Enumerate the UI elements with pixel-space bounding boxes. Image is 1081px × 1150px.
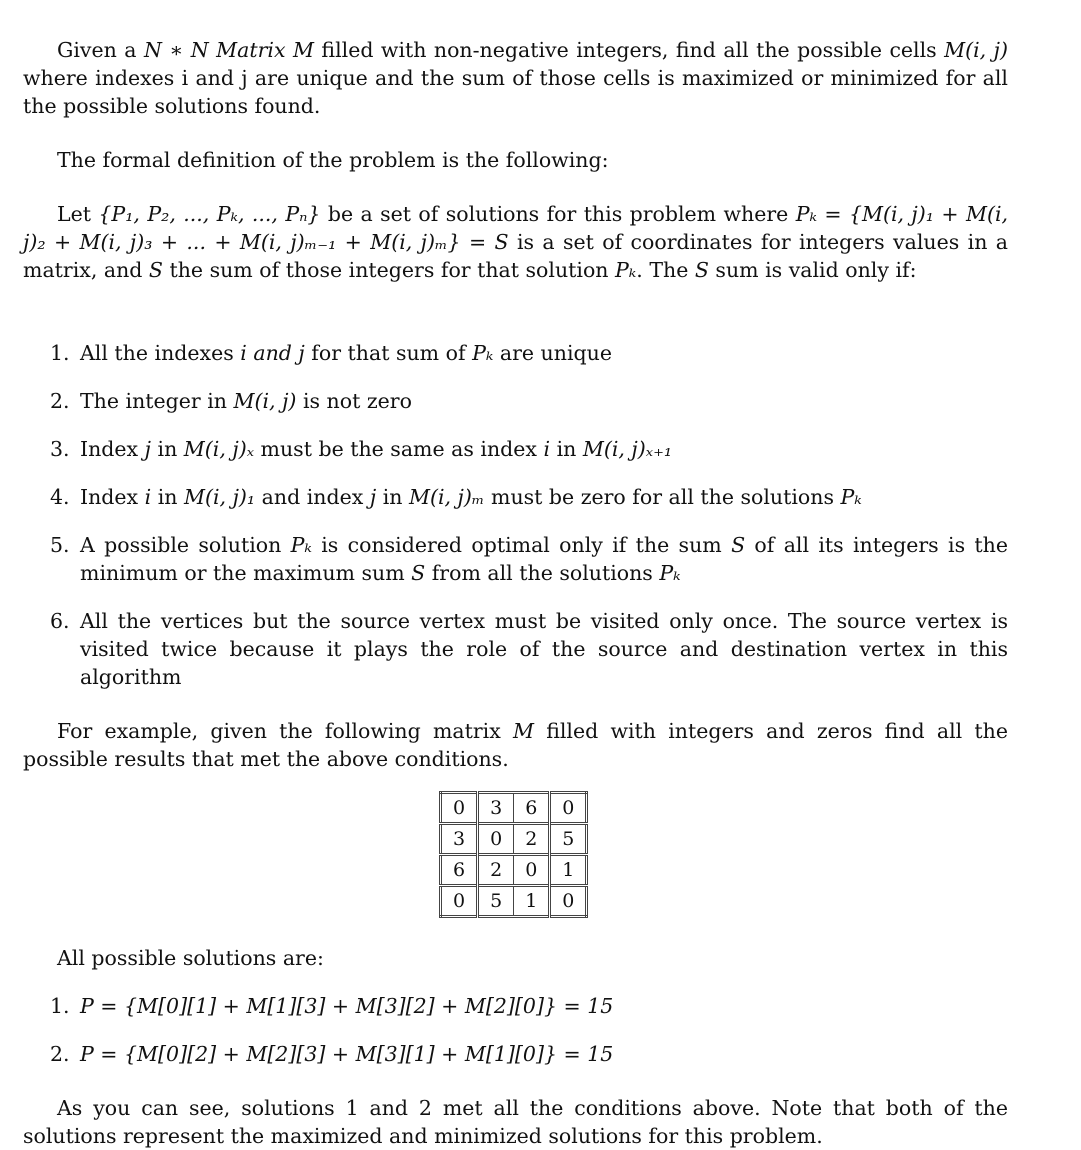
matrix-cell: 1 xyxy=(550,855,587,886)
matrix-row xyxy=(441,855,587,886)
intro-paragraph: Given a N ∗ N Matrix M filled with non-negative integers, find all the possible cells M(i, j) where indexes i and j are unique and the sum of those cells is maximized or minimized for all the possible solutions found. xyxy=(23,38,1009,118)
math: Pₖ xyxy=(615,258,637,282)
list-item: 3. Index j in M(i, j)ₓ must be the same as index i in M(i, j)ₓ₊₁ xyxy=(50,437,673,461)
matrix-cell: 2 xyxy=(490,859,503,881)
matrix-row xyxy=(441,886,587,917)
example-paragraph: For example, given the following matrix M filled with integers and zeros find all the possible results that met the above conditions. xyxy=(23,719,1008,771)
matrix-cell: 0 xyxy=(514,855,550,886)
matrix-cell: 3 xyxy=(490,797,503,819)
list-item: 1. P = {M[0][1] + M[1][3] + M[3][2] + M[2][0]} = 15 xyxy=(50,994,614,1018)
matrix-cell: 5 xyxy=(550,824,587,855)
matrix-cell: 3 xyxy=(441,824,478,855)
matrix-cell: 0 xyxy=(441,886,478,917)
list-item: 5. A possible solution Pₖ is considered optimal only if the sum S of all its integers is the minimum or the maximum sum S from all the solutions Pₖ xyxy=(50,533,1009,585)
matrix-cell: 2 xyxy=(514,824,550,855)
definition-heading: The formal definition of the problem is the following: xyxy=(57,148,609,172)
math: N ∗ N Matrix M xyxy=(143,38,314,62)
matrix-cell: 0 xyxy=(550,886,587,917)
list-item: 6. All the vertices but the source vertex must be visited only once. The source vertex is visited twice because it plays the role of the source and destination vertex in this algorithm xyxy=(50,609,1008,689)
matrix-cell: 1 xyxy=(514,886,550,917)
example-matrix xyxy=(439,791,588,918)
matrix-cell: 5 xyxy=(490,890,503,912)
matrix-cell: 6 xyxy=(514,793,550,824)
document xyxy=(23,36,1008,1150)
math: {P₁, P₂, ..., Pₖ, ..., Pₙ} xyxy=(98,202,321,226)
matrix-cell: 0 xyxy=(441,793,478,824)
conclusion-paragraph: As you can see, solutions 1 and 2 met all the conditions above. Note that both of the solutions represent the maximized and minimized solutions for this problem. xyxy=(23,1096,1008,1148)
math: M(i, j) xyxy=(944,38,1009,62)
math: Pₖ = {M(i, j)₁ + M(i, j)₂ + M(i, j)₃ + ... + M(i, j)ₘ₋₁ + M(i, j)ₘ} = S xyxy=(23,202,1009,254)
math: S xyxy=(148,258,163,282)
list-item: 2. The integer in M(i, j) is not zero xyxy=(50,389,412,413)
solutions-list xyxy=(23,992,1008,1068)
matrix-cell: 0 xyxy=(550,793,587,824)
matrix-row xyxy=(441,793,587,824)
conditions-list xyxy=(23,339,1008,691)
math: S xyxy=(694,258,709,282)
list-item: 2. P = {M[0][2] + M[2][3] + M[3][1] + M[1][0]} = 15 xyxy=(50,1042,614,1066)
solutions-intro: All possible solutions are: xyxy=(57,946,324,970)
list-item: 1. All the indexes i and j for that sum of Pₖ are unique xyxy=(50,341,612,365)
definition-paragraph: Let {P₁, P₂, ..., Pₖ, ..., Pₙ} be a set of solutions for this problem where Pₖ = {M(i, j)₁ + M(i, j)₂ + M(i, j)₃ + ... + M(i, j)ₘ₋₁ + M(i, j)ₘ} = S is a set of coordinates for integers values in a matrix, and S the sum of those integers for that solution Pₖ. The S sum is valid only if: xyxy=(23,202,1009,282)
matrix-cell: 6 xyxy=(441,855,478,886)
math: M xyxy=(512,719,534,743)
matrix-row xyxy=(441,824,587,855)
list-item: 4. Index i in M(i, j)₁ and index j in M(i, j)ₘ must be zero for all the solutions Pₖ xyxy=(50,485,862,509)
matrix-cell: 0 xyxy=(490,828,503,850)
